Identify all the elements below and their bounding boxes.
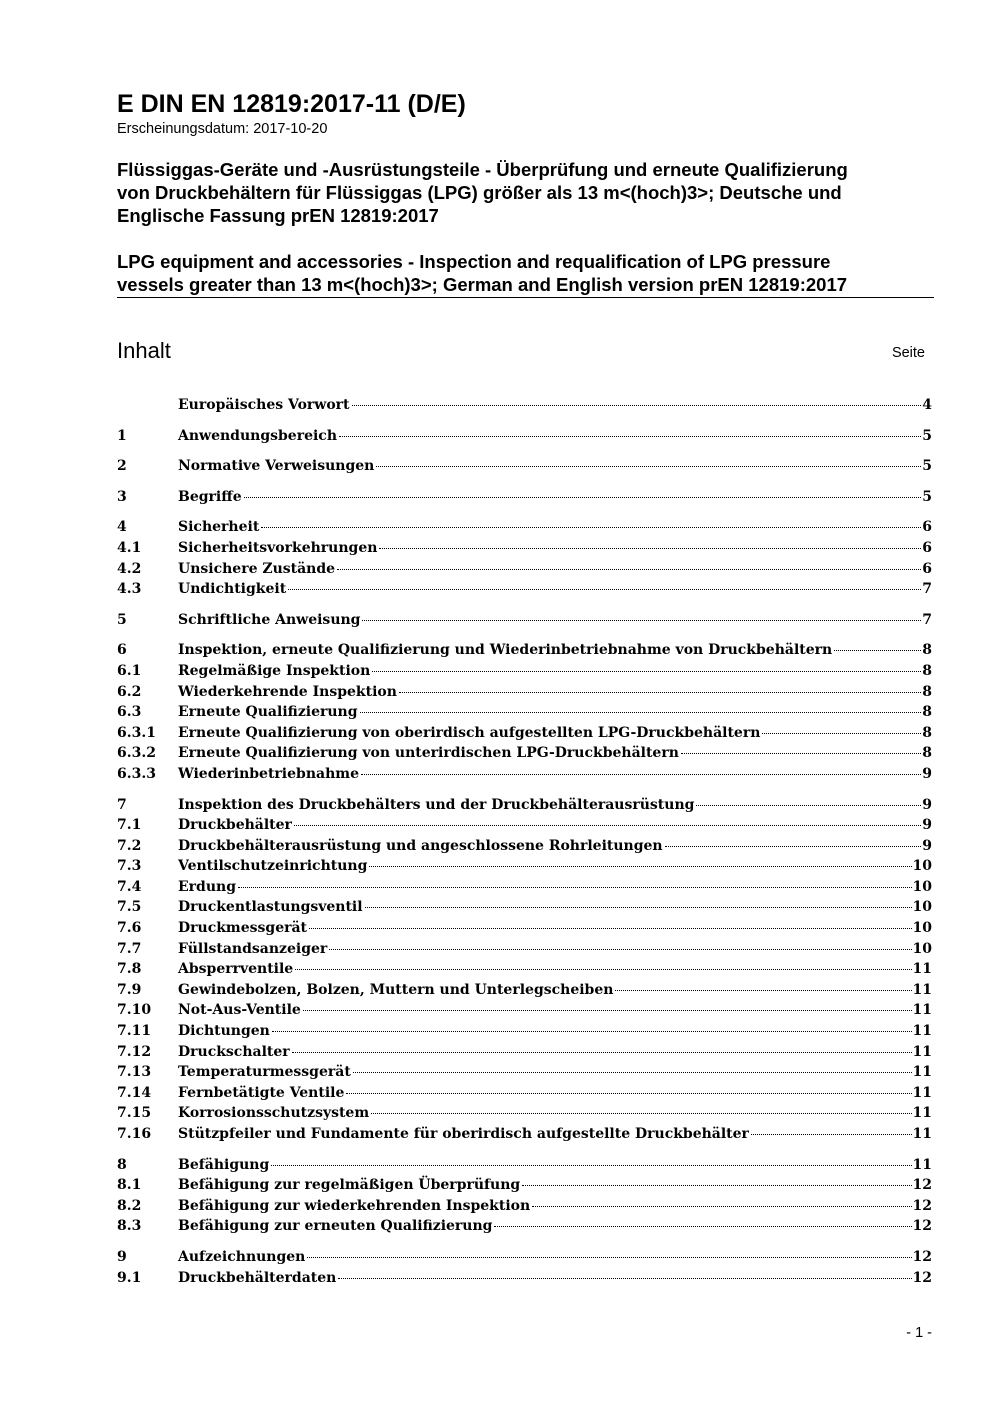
toc-entry-page: 4	[922, 397, 932, 413]
toc-entry[interactable]	[117, 1042, 932, 1063]
toc-page-column-label: Seite	[891, 345, 925, 361]
toc-entry-title: Befähigung zur regelmäßigen Überprüfung	[178, 1177, 521, 1194]
toc-entry-page: 9	[922, 817, 932, 834]
toc-dot-leader	[238, 887, 912, 888]
toc-entry-page: 8	[922, 745, 932, 762]
toc-entry-number: 7.2	[117, 837, 142, 854]
toc-dot-leader	[294, 825, 921, 826]
toc-dot-leader	[665, 846, 922, 847]
toc-entry[interactable]	[117, 1216, 932, 1237]
toc-entry[interactable]	[117, 426, 932, 447]
toc-entry[interactable]	[117, 918, 932, 939]
toc-entry-page: 11	[912, 1105, 932, 1122]
toc-dot-leader	[307, 1257, 911, 1258]
toc-entry-number: 4	[117, 519, 127, 536]
toc-dot-leader	[337, 569, 921, 570]
toc-dot-leader	[244, 497, 922, 498]
toc-dot-leader	[371, 1113, 911, 1114]
toc-entry-number: 6.3	[117, 704, 142, 721]
toc-entry-title: Normative Verweisungen	[178, 458, 375, 475]
toc-dot-leader	[352, 405, 922, 406]
toc-entry-page: 12	[912, 1218, 932, 1235]
table-of-contents	[117, 395, 932, 1288]
toc-entry-number: 7.10	[117, 1002, 152, 1019]
toc-entry-number: 6.3.3	[117, 765, 156, 782]
toc-entry[interactable]	[117, 897, 932, 918]
page-number: - 1 -	[906, 1325, 932, 1341]
toc-dot-leader	[365, 907, 912, 908]
toc-entry-number: 7.11	[117, 1023, 152, 1040]
toc-entry[interactable]	[117, 836, 932, 857]
toc-dot-leader	[696, 805, 921, 806]
toc-entry-title: Wiederinbetriebnahme	[178, 765, 359, 782]
toc-entry-page: 10	[912, 920, 932, 937]
toc-entry-number: 5	[117, 611, 127, 628]
toc-entry[interactable]	[117, 395, 932, 416]
toc-dot-leader	[532, 1206, 911, 1207]
title-english-line: LPG equipment and accessories - Inspection and requalification of LPG pressure	[117, 251, 831, 272]
toc-entry-page: 10	[912, 940, 932, 957]
toc-entry[interactable]	[117, 1175, 932, 1196]
title-german-line: von Druckbehältern für Flüssiggas (LPG) größer als 13 m<(hoch)3>; Deutsche und	[117, 182, 842, 203]
toc-entry-title: Füllstandsanzeiger	[178, 940, 328, 957]
toc-entry-number: 7.3	[117, 858, 142, 875]
toc-entry-title: Wiederkehrende Inspektion	[178, 683, 397, 700]
toc-entry-title: Befähigung	[178, 1156, 270, 1173]
toc-entry[interactable]	[117, 1268, 932, 1289]
toc-dot-leader	[303, 1010, 912, 1011]
toc-entry-number: 2	[117, 458, 127, 475]
title-divider	[117, 297, 934, 298]
toc-entry-number: 3	[117, 488, 127, 505]
toc-entry-page: 11	[912, 981, 932, 998]
toc-dot-leader	[329, 949, 911, 950]
toc-entry[interactable]	[117, 702, 932, 723]
document-id: E DIN EN 12819:2017-11 (D/E)	[117, 90, 466, 118]
toc-entry-number: 7.5	[117, 899, 142, 916]
toc-entry-title: Dichtungen	[178, 1023, 270, 1040]
toc-entry-page: 11	[912, 1084, 932, 1101]
toc-entry-title: Stützpfeiler und Fundamente für oberirdisch aufgestellte Druckbehälter	[178, 1126, 749, 1142]
toc-entry-number: 7	[117, 796, 127, 813]
toc-entry-number: 9	[117, 1248, 127, 1265]
toc-entry-title: Druckbehälter	[178, 817, 292, 834]
toc-entry[interactable]	[117, 1124, 932, 1145]
toc-entry[interactable]	[117, 764, 932, 785]
toc-entry-title: Fernbetätigte Ventile	[178, 1084, 345, 1101]
toc-entry-page: 5	[922, 427, 932, 444]
toc-entry[interactable]	[117, 640, 932, 661]
toc-entry-title: Erdung	[178, 878, 236, 895]
toc-entry-title: Inspektion des Druckbehälters und der Druckbehälterausrüstung	[178, 796, 695, 813]
toc-dot-leader	[261, 527, 921, 528]
toc-entry-number: 7.8	[117, 961, 142, 978]
title-german	[117, 158, 932, 227]
toc-entry-page: 8	[922, 704, 932, 721]
toc-entry[interactable]	[117, 682, 932, 703]
toc-dot-leader	[751, 1134, 912, 1135]
toc-entry-title: Erneute Qualifizierung von unterirdischen LPG-Druckbehältern	[178, 745, 679, 762]
toc-entry[interactable]	[117, 661, 932, 682]
toc-dot-leader	[834, 650, 921, 651]
toc-entry-title: Befähigung zur wiederkehrenden Inspektion	[178, 1197, 531, 1214]
title-english	[117, 250, 932, 296]
toc-entry-number: 6.1	[117, 662, 142, 679]
toc-entry-page: 5	[922, 458, 932, 475]
toc-entry[interactable]	[117, 1196, 932, 1217]
toc-entry-title: Absperrventile	[178, 961, 294, 978]
toc-entry[interactable]	[117, 856, 932, 877]
toc-entry-page: 10	[912, 899, 932, 916]
toc-dot-leader	[309, 928, 912, 929]
toc-dot-leader	[295, 969, 911, 970]
toc-entry-title: Aufzeichnungen	[178, 1248, 306, 1265]
toc-entry-page: 7	[922, 611, 932, 628]
toc-entry[interactable]	[117, 1021, 932, 1042]
toc-entry[interactable]	[117, 723, 932, 744]
toc-entry-title: Korrosionsschutzsystem	[178, 1105, 370, 1122]
toc-dot-leader	[681, 753, 921, 754]
toc-entry-page: 8	[922, 724, 932, 741]
toc-entry-page: 11	[912, 1064, 932, 1081]
toc-entry-number: 6.2	[117, 683, 142, 700]
toc-entry[interactable]	[117, 1000, 932, 1021]
toc-dot-leader	[288, 589, 921, 590]
toc-dot-leader	[762, 733, 921, 734]
toc-entry-number: 9.1	[117, 1269, 142, 1286]
toc-entry[interactable]	[117, 795, 932, 816]
toc-entry-number: 8	[117, 1156, 127, 1173]
toc-entry-page: 11	[912, 1043, 932, 1060]
toc-dot-leader	[292, 1052, 912, 1053]
toc-entry[interactable]	[117, 610, 932, 631]
toc-dot-leader	[369, 866, 911, 867]
toc-dot-leader	[338, 1278, 911, 1279]
toc-entry-page: 6	[922, 519, 932, 536]
toc-entry[interactable]	[117, 939, 932, 960]
toc-dot-leader	[376, 466, 921, 467]
toc-entry-number: 6.3.2	[117, 745, 156, 762]
toc-entry-page: 6	[922, 539, 932, 556]
toc-entry-page: 10	[912, 878, 932, 895]
publication-date: Erscheinungsdatum: 2017-10-20	[117, 121, 328, 137]
toc-entry-number: 7.15	[117, 1105, 152, 1122]
toc-entry-number: 4.2	[117, 560, 142, 577]
toc-dot-leader	[346, 1093, 911, 1094]
toc-entry-number: 7.12	[117, 1043, 152, 1060]
toc-entry-number: 6.3.1	[117, 724, 156, 741]
toc-dot-leader	[379, 548, 921, 549]
toc-entry-title: Befähigung zur erneuten Qualifizierung	[178, 1218, 493, 1235]
toc-entry-number: 4.3	[117, 581, 142, 598]
toc-entry-title: Europäisches Vorwort	[178, 397, 350, 413]
toc-entry[interactable]	[117, 877, 932, 898]
toc-entry-number: 7.16	[117, 1126, 152, 1142]
toc-dot-leader	[353, 1072, 912, 1073]
toc-entry[interactable]	[117, 538, 932, 559]
toc-entry-title: Erneute Qualifizierung von oberirdisch aufgestellten LPG-Druckbehältern	[178, 724, 761, 741]
toc-entry-title: Anwendungsbereich	[178, 427, 337, 444]
toc-entry-title: Druckbehälterausrüstung und angeschlossene Rohrleitungen	[178, 837, 663, 854]
toc-entry[interactable]	[117, 743, 932, 764]
toc-entry-page: 11	[912, 961, 932, 978]
toc-entry-title: Ventilschutzeinrichtung	[178, 858, 368, 875]
toc-entry-page: 12	[912, 1269, 932, 1286]
toc-heading: Inhalt	[117, 338, 171, 363]
toc-entry-page: 11	[912, 1023, 932, 1040]
toc-entry[interactable]	[117, 1247, 932, 1268]
toc-dot-leader	[494, 1226, 911, 1227]
toc-entry-title: Druckschalter	[178, 1043, 290, 1060]
toc-dot-leader	[399, 692, 921, 693]
toc-entry-number: 7.9	[117, 981, 142, 998]
toc-entry-page: 9	[922, 796, 932, 813]
toc-entry-title: Regelmäßige Inspektion	[178, 662, 371, 679]
toc-dot-leader	[339, 436, 921, 437]
toc-entry-page: 11	[912, 1126, 932, 1142]
toc-entry-page: 11	[912, 1002, 932, 1019]
toc-entry-page: 5	[922, 488, 932, 505]
toc-entry-title: Erneute Qualifizierung	[178, 704, 358, 721]
toc-dot-leader	[372, 671, 921, 672]
toc-entry-page: 10	[912, 858, 932, 875]
toc-dot-leader	[522, 1185, 911, 1186]
toc-entry-number: 7.14	[117, 1084, 152, 1101]
toc-entry-title: Unsichere Zustände	[178, 560, 336, 577]
toc-entry-page: 9	[922, 837, 932, 854]
toc-entry-page: 9	[922, 765, 932, 782]
toc-entry[interactable]	[117, 559, 932, 580]
toc-dot-leader	[360, 712, 922, 713]
toc-entry-title: Temperaturmessgerät	[178, 1064, 351, 1081]
toc-dot-leader	[615, 990, 911, 991]
toc-entry-page: 8	[922, 662, 932, 679]
toc-entry-title: Undichtigkeit	[178, 581, 287, 598]
toc-entry-page: 12	[912, 1197, 932, 1214]
toc-entry-title: Begriffe	[178, 488, 242, 505]
toc-entry-page: 7	[922, 581, 932, 598]
toc-entry-number: 7.7	[117, 940, 142, 957]
toc-entry[interactable]	[117, 517, 932, 538]
toc-entry-page: 6	[922, 560, 932, 577]
toc-entry[interactable]	[117, 1062, 932, 1083]
toc-entry-number: 8.3	[117, 1218, 142, 1235]
toc-entry-number: 6	[117, 642, 127, 659]
title-english-line: vessels greater than 13 m<(hoch)3>; German and English version prEN 12819:2017	[117, 274, 848, 295]
toc-entry[interactable]	[117, 959, 932, 980]
toc-entry-number: 1	[117, 427, 127, 444]
toc-entry-title: Inspektion, erneute Qualifizierung und Wiederinbetriebnahme von Druckbehältern	[178, 642, 833, 659]
toc-entry[interactable]	[117, 980, 932, 1001]
toc-entry[interactable]	[117, 456, 932, 477]
toc-entry-title: Sicherheit	[178, 519, 260, 536]
toc-entry-page: 8	[922, 642, 932, 659]
toc-dot-leader	[361, 774, 921, 775]
toc-entry-number: 7.1	[117, 817, 142, 834]
toc-entry-title: Gewindebolzen, Bolzen, Muttern und Unterlegscheiben	[178, 981, 614, 998]
toc-entry-title: Druckmessgerät	[178, 920, 308, 937]
toc-entry-title: Schriftliche Anweisung	[178, 611, 361, 628]
toc-entry-number: 7.4	[117, 878, 142, 895]
title-german-line: Flüssiggas-Geräte und -Ausrüstungsteile - Überprüfung und erneute Qualifizierung	[117, 159, 848, 180]
title-german-line: Englische Fassung prEN 12819:2017	[117, 205, 439, 226]
toc-entry-number: 7.13	[117, 1064, 152, 1081]
toc-entry-page: 12	[912, 1248, 932, 1265]
toc-entry-number: 8.1	[117, 1177, 142, 1194]
toc-entry[interactable]	[117, 1155, 932, 1176]
toc-entry[interactable]	[117, 579, 932, 600]
toc-entry-number: 7.6	[117, 920, 142, 937]
toc-entry-title: Druckentlastungsventil	[178, 899, 363, 916]
toc-entry-page: 11	[912, 1156, 932, 1173]
toc-dot-leader	[271, 1165, 911, 1166]
toc-entry[interactable]	[117, 1103, 932, 1124]
toc-entry[interactable]	[117, 815, 932, 836]
toc-dot-leader	[272, 1031, 912, 1032]
toc-entry-number: 4.1	[117, 539, 142, 556]
toc-entry-page: 12	[912, 1177, 932, 1194]
toc-entry-title: Not-Aus-Ventile	[178, 1002, 301, 1019]
toc-entry-title: Sicherheitsvorkehrungen	[178, 539, 378, 556]
toc-dot-leader	[362, 620, 921, 621]
toc-entry-number: 8.2	[117, 1197, 142, 1214]
toc-entry-title: Druckbehälterdaten	[178, 1269, 337, 1286]
toc-entry[interactable]	[117, 487, 932, 508]
toc-entry-page: 8	[922, 683, 932, 700]
toc-entry[interactable]	[117, 1083, 932, 1104]
